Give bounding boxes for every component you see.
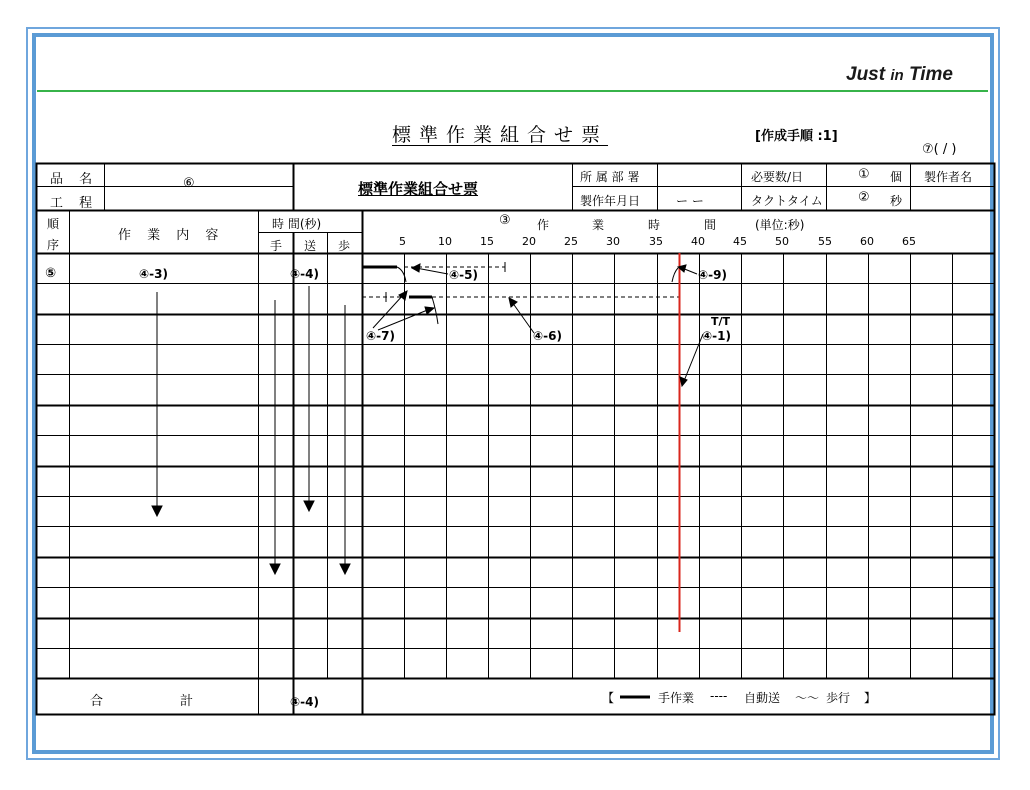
scale-tick: 50 <box>775 235 789 248</box>
scale-tick: 30 <box>606 235 620 248</box>
annotation-4-1: ④-1) <box>702 329 731 343</box>
time-label: 時 間(秒) <box>272 217 322 231</box>
total-label-1: 合 <box>90 694 104 709</box>
scale-tick: 65 <box>902 235 916 248</box>
scale-tick: 5 <box>399 235 406 248</box>
work-content-label: 作 業 内 容 <box>118 228 225 243</box>
process-label: 工 程 <box>50 196 99 211</box>
legend-close: 】 <box>864 691 877 705</box>
order-label-1: 順 <box>47 217 60 231</box>
annotation-4-6: ④-6) <box>533 329 562 343</box>
creation-step: [作成手順 :1] <box>755 129 838 144</box>
manufacture-date-label: 製作年月日 <box>580 194 641 208</box>
work-time-label-3: 時 <box>648 218 661 232</box>
brand-just: Just <box>846 64 886 85</box>
takt-time-tag: T/T <box>711 315 731 328</box>
annotation-4-9: ④-9) <box>698 268 727 282</box>
annotation-time: ④-4) <box>290 267 319 281</box>
department-label: 所 属 部 署 <box>580 170 640 184</box>
work-time-label-2: 業 <box>592 218 605 232</box>
scale-tick: 55 <box>818 235 832 248</box>
scale-tick: 45 <box>733 235 747 248</box>
scale-tick: 10 <box>438 235 452 248</box>
scale-tick: 60 <box>860 235 874 248</box>
scale-tick: 15 <box>480 235 494 248</box>
legend-auto: 自動送 <box>744 691 781 705</box>
takt-time-label: タクトタイム <box>751 194 823 208</box>
annotation-total-time: ④-4) <box>290 695 319 709</box>
page-number: ⑦( / ) <box>922 142 957 157</box>
legend-auto-dash: ---- <box>710 689 728 703</box>
total-label-2: 計 <box>180 694 194 709</box>
legend-walk-wave: 〜〜 <box>795 691 820 705</box>
walk-label: 歩 <box>338 239 351 253</box>
scale-tick: 20 <box>522 235 536 248</box>
order-label-2: 序 <box>47 238 60 252</box>
item-name-marker: ⑥ <box>183 176 195 191</box>
scale-tick: 40 <box>691 235 705 248</box>
unit-label: (単位:秒) <box>755 218 805 232</box>
work-time-marker: ③ <box>499 213 511 228</box>
order-marker: ⑤ <box>45 266 57 281</box>
example-marks <box>362 253 680 632</box>
required-qty-label: 必要数/日 <box>751 170 804 184</box>
work-time-label-1: 作 <box>537 218 550 232</box>
legend-walk: 歩行 <box>826 691 851 705</box>
takt-time-unit: 秒 <box>890 194 903 208</box>
legend-manual: 手作業 <box>658 691 695 705</box>
item-name-label: 品 名 <box>50 172 99 187</box>
scale-tick: 25 <box>564 235 578 248</box>
manufacture-date-value: ー ー <box>676 194 704 208</box>
brand-time: Time <box>908 64 953 85</box>
page-title: 標準作業組合せ票 <box>392 124 609 146</box>
author-label: 製作者名 <box>924 170 973 184</box>
work-time-label-4: 間 <box>704 218 717 232</box>
manual-label: 手 <box>270 239 283 253</box>
annotation-arrows <box>152 264 703 574</box>
scale-tick: 35 <box>649 235 663 248</box>
required-qty-marker: ① <box>858 167 870 182</box>
brand-in: in <box>890 67 904 84</box>
takt-time-marker: ② <box>858 190 870 205</box>
sheet-title: 標準作業組合せ票 <box>358 180 479 198</box>
auto-label: 送 <box>304 239 317 253</box>
legend-open: 【 <box>602 691 615 705</box>
annotation-work-content: ④-3) <box>139 267 168 281</box>
annotation-4-7: ④-7) <box>366 329 395 343</box>
required-qty-unit: 個 <box>890 170 903 184</box>
annotation-4-5: ④-5) <box>449 268 478 282</box>
